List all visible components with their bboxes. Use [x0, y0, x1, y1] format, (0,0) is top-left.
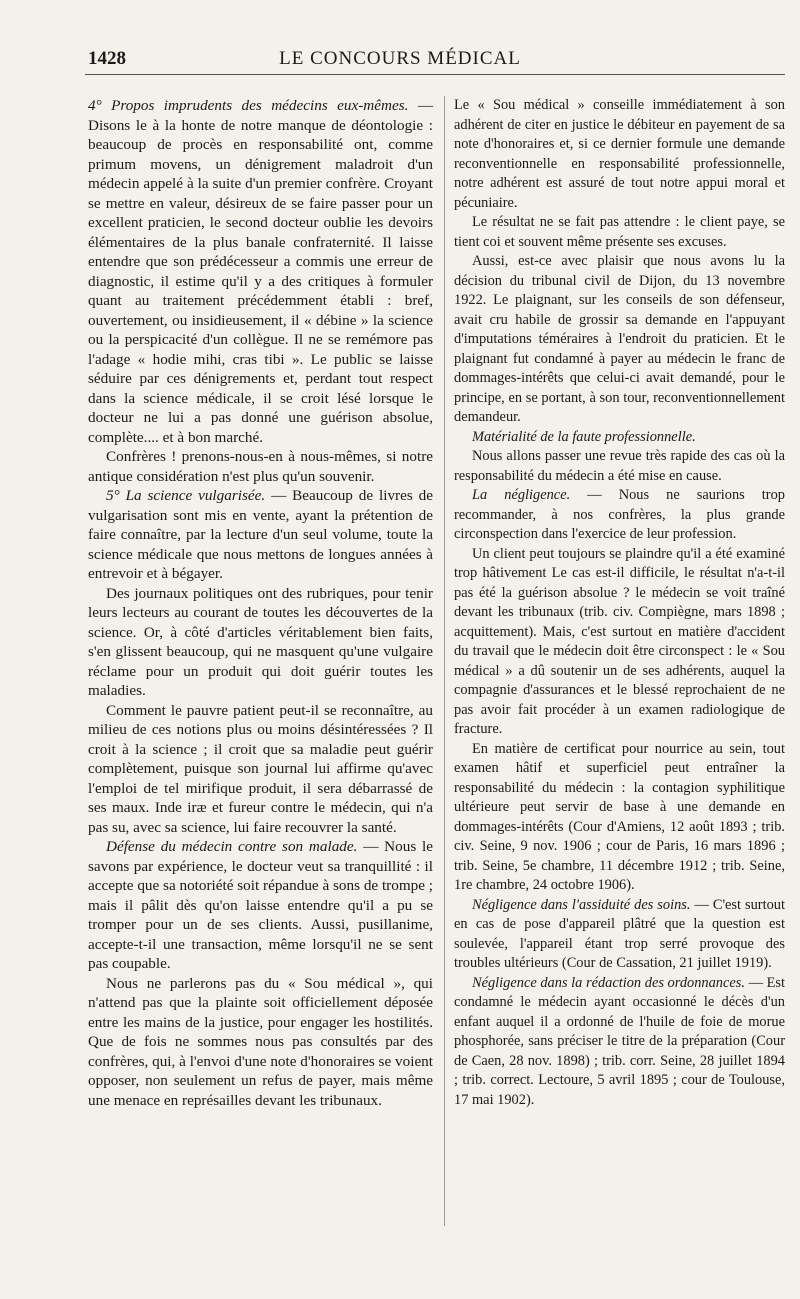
paragraph-text: Des journaux politiques ont des rubriques, pour tenir leurs lecteurs au courant de toutes les découvertes de la science. Or, à côté d'articles véritablement bien faits, s'en glissent beaucoup, qui ne masquent qu'une vulgaire réclame pour un produit qui doit guérir toutes les maladies.	[88, 584, 433, 699]
paragraph-text: Un client peut toujours se plaindre qu'il a été examiné trop hâtivement Le cas est-il difficile, le résultat n'a-t-il pas été la guérison absolue ? le médecin se voit traîné devant les tribunaux (trib. civ. Compiègne, mars 1898 ; acquittement). Mais, c'est surtout en matière d'accident du travail que le médecin doit être circonspect : le « Sou médical » a dû soutenir un de ses adhérents, auquel la compagnie d'assurances et le blessé reprochaient de ne pas avoir fait procéder à un examen radiologique de fracture.	[454, 545, 785, 737]
paragraph-text: — Nous ne saurions trop recommander, à nos confrères, la plus grande circonspection dans l'exercice de leur profession.	[454, 487, 785, 542]
paragraph	[454, 740, 785, 896]
paragraph	[88, 486, 433, 584]
paragraph	[454, 974, 785, 1111]
header-rule	[85, 74, 785, 75]
paragraph	[88, 584, 433, 701]
paragraph-text: — Est condamné le médecin ayant occasionné le décès d'un enfant auquel il a ordonné de l'huile de foie de morue phosphorée, sans préciser le titre de la préparation (Cour de Caen, 28 nov. 1898) ; trib. corr. Seine, 28 juillet 1894 ; trib. correct. Lectoure, 5 avril 1895 ; cour de Toulouse, 17 mai 1902).	[454, 974, 785, 1108]
paragraph-text: — Nous le savons par expérience, le docteur veut sa tranquillité : il accepte que sa notoriété soit répandue à sons de trompe ; mais il pâlit dès qu'on laisse entendre qu'il a pu se tromper pour un de ses clients. Aussi, pusillanime, accepte-t-il une transaction, même lorsqu'il ne se sent pas coupable.	[88, 838, 433, 972]
section-heading	[454, 428, 785, 448]
running-title: LE CONCOURS MÉDICAL	[279, 48, 521, 69]
paragraph-lead: Matérialité de la faute professionnelle.	[472, 428, 696, 445]
paragraph	[454, 96, 785, 213]
paragraph-text: — C'est surtout en cas de pose d'appareil plâtré que la question est soulevée, l'appareil étant trop serré provoque des troubles ultérieurs (Cour de Cassation, 21 juillet 1919).	[454, 896, 785, 971]
paragraph-lead: La négligence.	[472, 487, 571, 503]
paragraph-lead: 5° La science vulgarisée.	[106, 487, 266, 504]
paragraph-text: Nous ne parlerons pas du « Sou médical », qui n'attend pas que la plainte soit officiellement déposée entre les mains de la justice, pour engager les hostilités. Que de fois ne sommes nous pas consultés par des confrères, qui, à l'envoi d'une note d'honoraires se voient opposer, non seulement un refus de payer, mais même une menace en représailles devant les tribunaux.	[88, 974, 433, 1109]
paragraph	[88, 974, 433, 1111]
paragraph-lead: Défense du médecin contre son malade.	[106, 838, 358, 855]
paragraph-lead: Négligence dans la rédaction des ordonnances.	[472, 974, 745, 991]
paragraph-text: En matière de certificat pour nourrice au sein, tout examen hâtif et superficiel peut entraîner la responsabilité du médecin : la contagion syphilitique ultérieure peut servir de base à une demande en dommages-intérêts (Cour d'Amiens, 12 août 1893 ; trib. civ. Seine, 9 nov. 1906 ; cour de Paris, 16 mars 1896 ; trib. Seine, 5e chambre, 11 décembre 1912 ; trib. Seine, 1re chambre, 24 octobre 1906).	[454, 740, 785, 893]
paragraph	[454, 486, 785, 545]
paragraph-text: Confrères ! prenons-nous-en à nous-mêmes, si notre antique considération n'est plus qu'un souvenir.	[88, 448, 433, 485]
paragraph-lead: Négligence dans l'assiduité des soins.	[472, 896, 691, 913]
paragraph	[454, 213, 785, 252]
paragraph-text: Le résultat ne se fait pas attendre : le client paye, se tient coi et souvent même présente ses excuses.	[454, 214, 785, 250]
paragraph	[454, 545, 785, 740]
paragraph	[88, 701, 433, 838]
column-divider	[444, 96, 445, 1226]
paragraph-text: Aussi, est-ce avec plaisir que nous avons lu la décision du tribunal civil de Dijon, du 13 novembre 1922. Le plaignant, sur les conseils de son défenseur, avait cru habile de grossir sa demande en l'appuyant d'imputations téméraires à l'endroit du praticien. Et le plaignant fut condamné à payer au médecin le franc de dommages-intérêts que celui-ci avait demandé, pour le principe, en se portant, à son tour, reconventionnellement demandeur.	[454, 253, 785, 425]
paragraph	[454, 896, 785, 974]
page-number: 1428	[88, 48, 126, 69]
paragraph	[454, 252, 785, 428]
paragraph	[88, 837, 433, 974]
paragraph-text: — Disons le à la honte de notre manque de déontologie : beaucoup de procès en responsabilité ont, comme primum movens, un dénigrement maladroit d'un médecin appelé à la suite d'un premier confrère. Croyant se mettre en valeur, désireux de se faire passer pour un excellent praticien, le second docteur oublie les devoirs élémentaires de la plus banale confraternité. Il laisse entendre que son prédécesseur a commis une erreur de diagnostic, il estime qu'il y a des critiques à formuler quant au traitement précédemment établi : bref, ouvertement, ou insidieusement, il « débine » la science ou la perspicacité d'un collègue. Il ne se remémore pas l'adage « hodie mihi, cras tibi ». Le public se laisse séduire par ces dénigrements et, perdant tout respect dans la science médicale, il se croit lésé lorsque le docteur ne lui a pas donné une guérison absolue, complète.... et à bon marché.	[88, 97, 434, 446]
left-column	[88, 96, 433, 1110]
paragraph-text: Nous allons passer une revue très rapide des cas où la responsabilité du médecin a été mise en cause.	[454, 448, 785, 484]
paragraph	[88, 447, 433, 486]
page-header	[0, 44, 800, 76]
paragraph-text: — Beaucoup de livres de vulgarisation sont mis en vente, ayant la prétention de faire connaître, par la lecture d'un seul volume, toute la science médicale que nous mettons de longues années à entrevoir et à bégayer.	[88, 487, 434, 582]
right-column	[454, 96, 785, 1110]
paragraph	[88, 96, 433, 447]
paragraph	[454, 447, 785, 486]
paragraph-lead: 4° Propos imprudents des médecins eux-mêmes.	[88, 97, 409, 114]
paragraph-text: Le « Sou médical » conseille immédiatement à son adhérent de citer en justice le débiteur en payement de sa note d'honoraires et, si ce dernier formule une demande reconventionnelle en responsabilité professionnelle, notre adhérent est assuré de tout notre appui moral et pécuniaire.	[454, 97, 785, 211]
paragraph-text: Comment le pauvre patient peut-il se reconnaître, au milieu de ces notions plus ou moins désintéressées ? Il croit à la science ; il croit que sa maladie peut guérir complètement, puisque son journal lui affirme qu'avec l'emploi de tel mirifique produit, il sera débarrassé de ses maux. Inde iræ et fureur contre le médecin, qui n'a pas su, avec sa science, lui faire recouvrer la santé.	[88, 701, 433, 836]
